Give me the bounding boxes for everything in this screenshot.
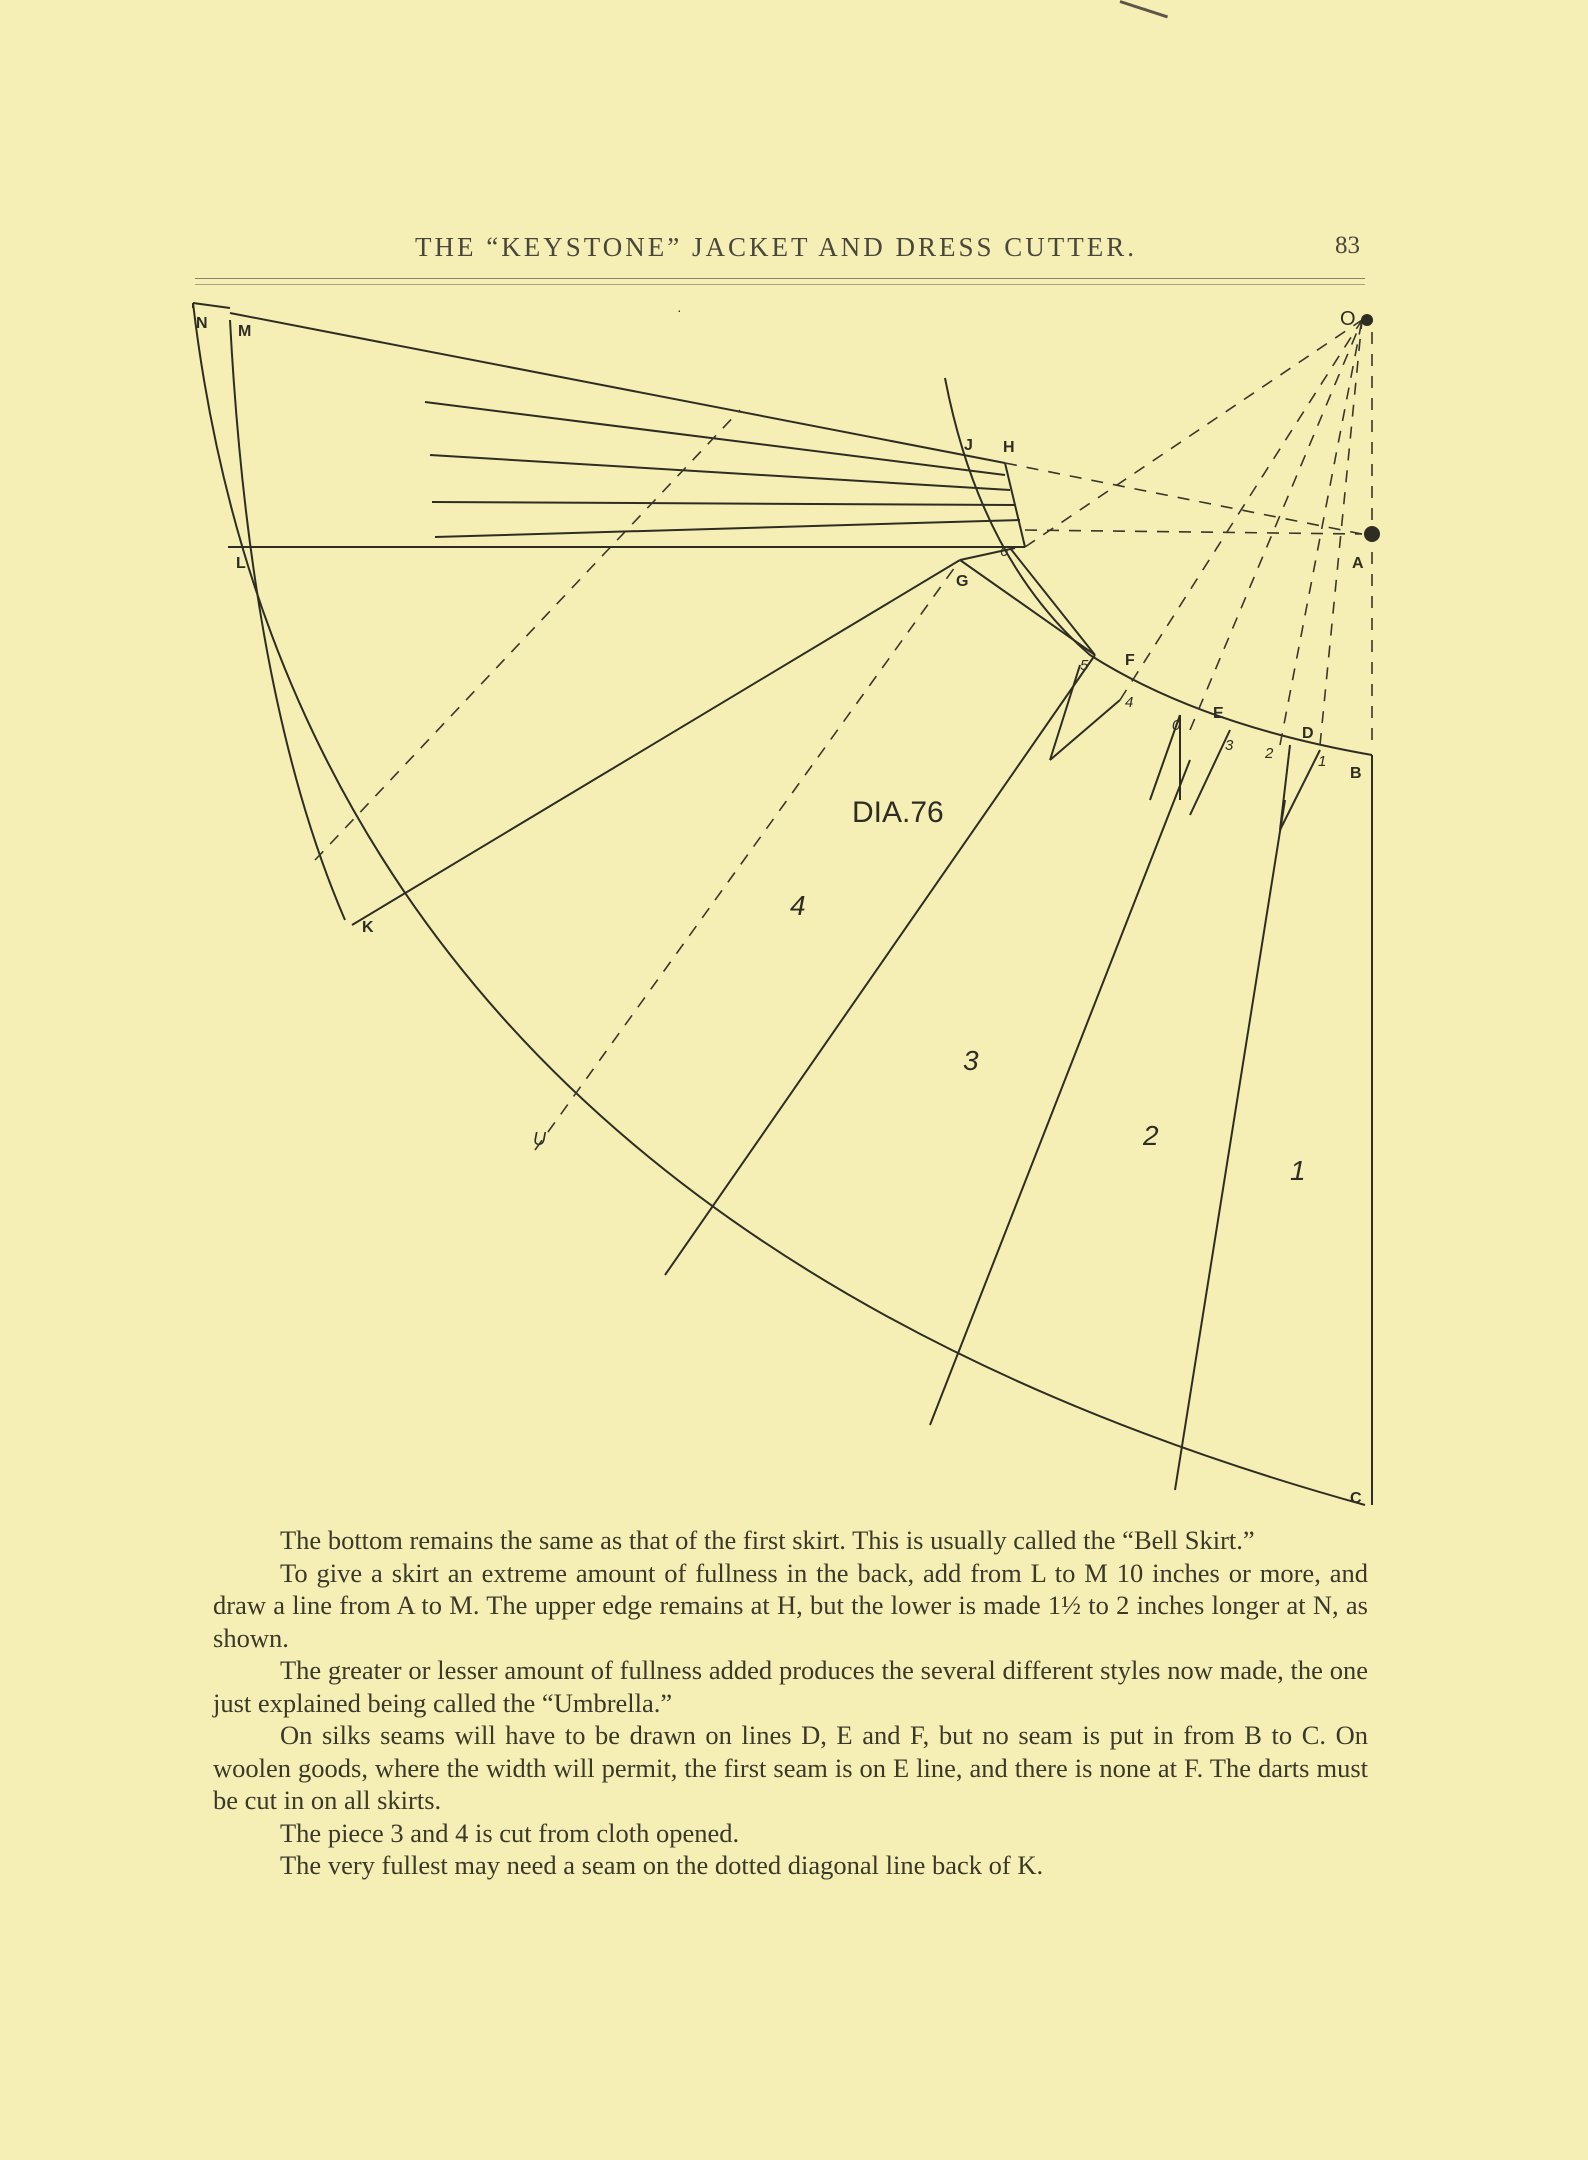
dart-number-0: 0: [1172, 717, 1181, 734]
paragraph-6: The very fullest may need a seam on the dotted diagonal line back of K.: [280, 1850, 1044, 1880]
label-G: G: [956, 573, 969, 590]
stray-dot: ·: [677, 302, 682, 318]
line-M-to-H: [230, 313, 1005, 463]
piece-number-3: 3: [963, 1045, 979, 1076]
waist-curve: [945, 378, 1372, 755]
piece-number-1: 1: [1290, 1155, 1306, 1186]
label-M: M: [238, 323, 252, 340]
line-K-G: [352, 560, 960, 925]
paragraph-3: The greater or lesser amount of fullness added produces the several different styles now made, the one just explained being called the “Umbrella.”: [213, 1655, 1368, 1718]
seam-1-2: [1175, 800, 1285, 1490]
top-edge-N: [193, 303, 230, 308]
body-text: [213, 1524, 1368, 1882]
paragraph-4: On silks seams will have to be drawn on lines D, E and F, but no seam is put in from B to C. On woolen goods, where the width will permit, the first seam is on E line, and there is none at F. The darts must be cut in on all skirts.: [213, 1720, 1368, 1815]
label-H: H: [1003, 439, 1015, 456]
dart-number-5: 5: [1080, 657, 1089, 674]
label-C: C: [1350, 1490, 1362, 1507]
seam-2-3: [930, 760, 1190, 1425]
seam-3-4: [665, 655, 1095, 1275]
label-N: N: [196, 315, 208, 332]
dashed-diagonal-back-of-K: [315, 410, 740, 860]
point-O-marker: [1361, 314, 1373, 326]
dart-number-3: 3: [1225, 737, 1234, 754]
running-title: THE “KEYSTONE” JACKET AND DRESS CUTTER.: [415, 232, 1137, 262]
inner-side-curve: [230, 320, 345, 920]
dashed-H-to-A: [1005, 463, 1362, 534]
label-E: E: [1213, 705, 1224, 722]
dart-number-1: 1: [1318, 753, 1327, 770]
paragraph-5: The piece 3 and 4 is cut from cloth opened.: [280, 1817, 740, 1848]
label-F: F: [1125, 652, 1135, 669]
label-B: B: [1350, 765, 1362, 782]
page-number: 83: [1335, 232, 1360, 259]
dart-number-2: 2: [1265, 745, 1274, 762]
label-J: J: [964, 437, 973, 454]
piece-number-2: 2: [1143, 1120, 1159, 1151]
label-D: D: [1302, 725, 1314, 742]
dart-number-6: 6: [1000, 543, 1009, 560]
dart-number-4: 4: [1125, 694, 1134, 711]
label-U: U: [533, 1129, 546, 1149]
label-K: K: [362, 919, 374, 936]
paragraph-1: The bottom remains the same as that of the first skirt. This is usually called the “Bell Skirt.”: [280, 1525, 1255, 1555]
point-A-marker: [1364, 526, 1380, 542]
label-O: O: [1340, 308, 1356, 330]
dashed-diagonal-U: [535, 560, 960, 1150]
piece-number-4: 4: [790, 890, 806, 921]
label-L: L: [236, 555, 246, 572]
diagram-caption: DIA.76: [852, 796, 944, 829]
hem-curve: [193, 303, 1365, 1505]
paragraph-2: To give a skirt an extreme amount of fullness in the back, add from L to M 10 inches or more, and draw a line from A to M. The upper edge remains at H, but the lower is made 1½ to 2 inches longer at N, as shown.: [213, 1557, 1368, 1653]
label-A: A: [1352, 555, 1364, 572]
